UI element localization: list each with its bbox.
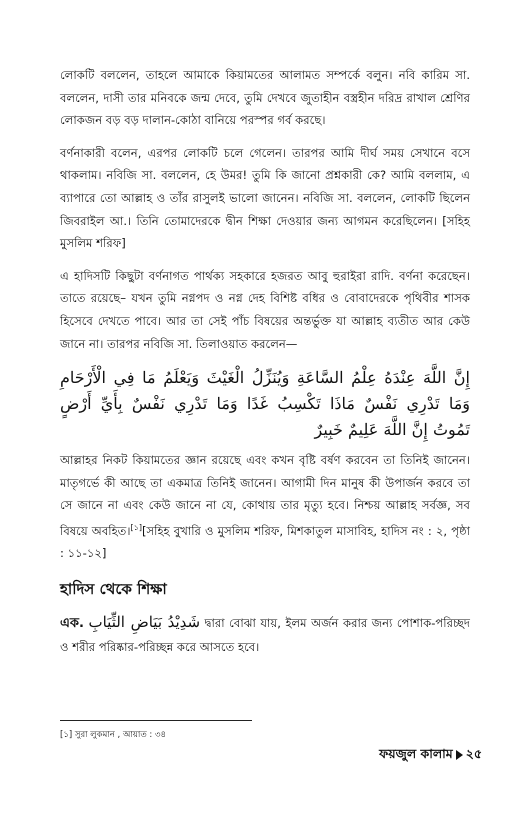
paragraph-4 [60,449,470,565]
page-body [60,64,470,668]
paragraph-3: এ হাদিসটি কিছুটা বর্ণনাগত পার্থক্য সহকারে হজরত আবু হুরাইরা রাদি. বর্ণনা করেছেন। তাতে রয়েছে– যখন তুমি নগ্নপদ ও নগ্ন দেহ বিশিষ্ট বধির ও বোবাদেরকে পৃথিবীর শাসক হিসেবে দেখতে পাবে। আর তা সেই পাঁচ বিষয়ের অন্তর্ভুক্ত যা আল্লাহ ব্যতীত আর কেউ জানে না। তারপর নবিজি সা. তিলাওয়াত করলেন— [60,268,470,351]
lesson-paragraph [60,611,470,658]
book-title: ফয়জুল কালাম [379,746,453,761]
footnote-marker: [১] [130,522,142,532]
arabic-phrase: شَدِيْدُ بَيَاضِ الثِّيَابِ [88,612,201,631]
translation-text: আল্লাহর নিকট কিয়ামতের জ্ঞান রয়েছে এবং কখন বৃষ্টি বর্ষণ করবেন তা তিনিই জানেন। মাতৃগর্ভে কী আছে তা একমাত্র তিনিই জানেন। আগামী দিন মানুষ কী উপার্জন করবে তা সে জানে না এবং কেউ জানে না যে, কোথায় তার মৃত্যু হবে। নিশ্চয় আল্লাহ সর্বজ্ঞ, সব বিষয়ে অবহিত। [60,453,470,538]
reference-text: [সহিহ বুখারি ও মুসলিম শরিফ, মিশকাতুল মাসাবিহ, হাদিস নং : ২, পৃষ্ঠা : ১১-১২] [60,523,470,561]
page-footer [379,746,482,766]
lesson-text: দ্বারা বোঝা যায়, ইলম অর্জন করার জন্য পোশাক-পরিচ্ছদ ও শরীর পরিষ্কার-পরিচ্ছন্ন করে আসতে হবে। [60,615,471,654]
section-heading: হাদিস থেকে শিক্ষা [60,579,167,598]
page-number: ২৫ [465,746,482,761]
paragraph-2: বর্ণনাকারী বলেন, এরপর লোকটি চলে গেলেন। তারপর আমি দীর্ঘ সময় সেখানে বসে থাকলাম। নবিজি সা. বললেন, হে উমর! তুমি কি জানো প্রশ্নকারী কে? আমি বললাম, এ ব্যাপারে তো আল্লাহ ও তাঁর রাসুলই ভালো জানেন। নবিজি সা. বললেন, লোকটি ছিলেন জিবরাইল আ.। তিনি তোমাদেরকে দ্বীন শিক্ষা দেওয়ার জন্য আগমন করেছিলেন। [সহিহ মুসলিম শরিফ] [60,145,470,251]
footnote-divider [60,720,252,721]
quran-verse-arabic: إِنَّ اللَّهَ عِنْدَهُ عِلْمُ السَّاعَةِ وَيُنَزِّلُ الْغَيْثَ وَيَعْلَمُ مَا فِي الْأَرْحَامِ وَمَا تَدْرِي نَفْسٌ مَاذَا تَكْسِبُ غَدًا وَمَا تَدْرِي نَفْسٌ بِأَيِّ أَرْضٍ تَمُوتُ إِنَّ اللَّهَ عَلِيمٌ خَبِيرٌ [60,368,470,440]
paragraph-1: লোকটি বললেন, তাহলে আমাকে কিয়ামতের আলামত সম্পর্কে বলুন। নবি কারিম সা. বললেন, দাসী তার মনিবকে জন্ম দেবে, তুমি দেখবে জুতাহীন বস্ত্রহীন দরিদ্র রাখাল শ্রেণির লোকজন বড় বড় দালান-কোঠা বানিয়ে পরস্পর গর্ব করছে। [60,68,470,128]
triangle-arrow-icon [456,750,463,760]
footnote: [১] সুরা লুকমান , আয়াত : ৩৪ [60,730,167,740]
lesson-number: এক. [60,615,84,631]
